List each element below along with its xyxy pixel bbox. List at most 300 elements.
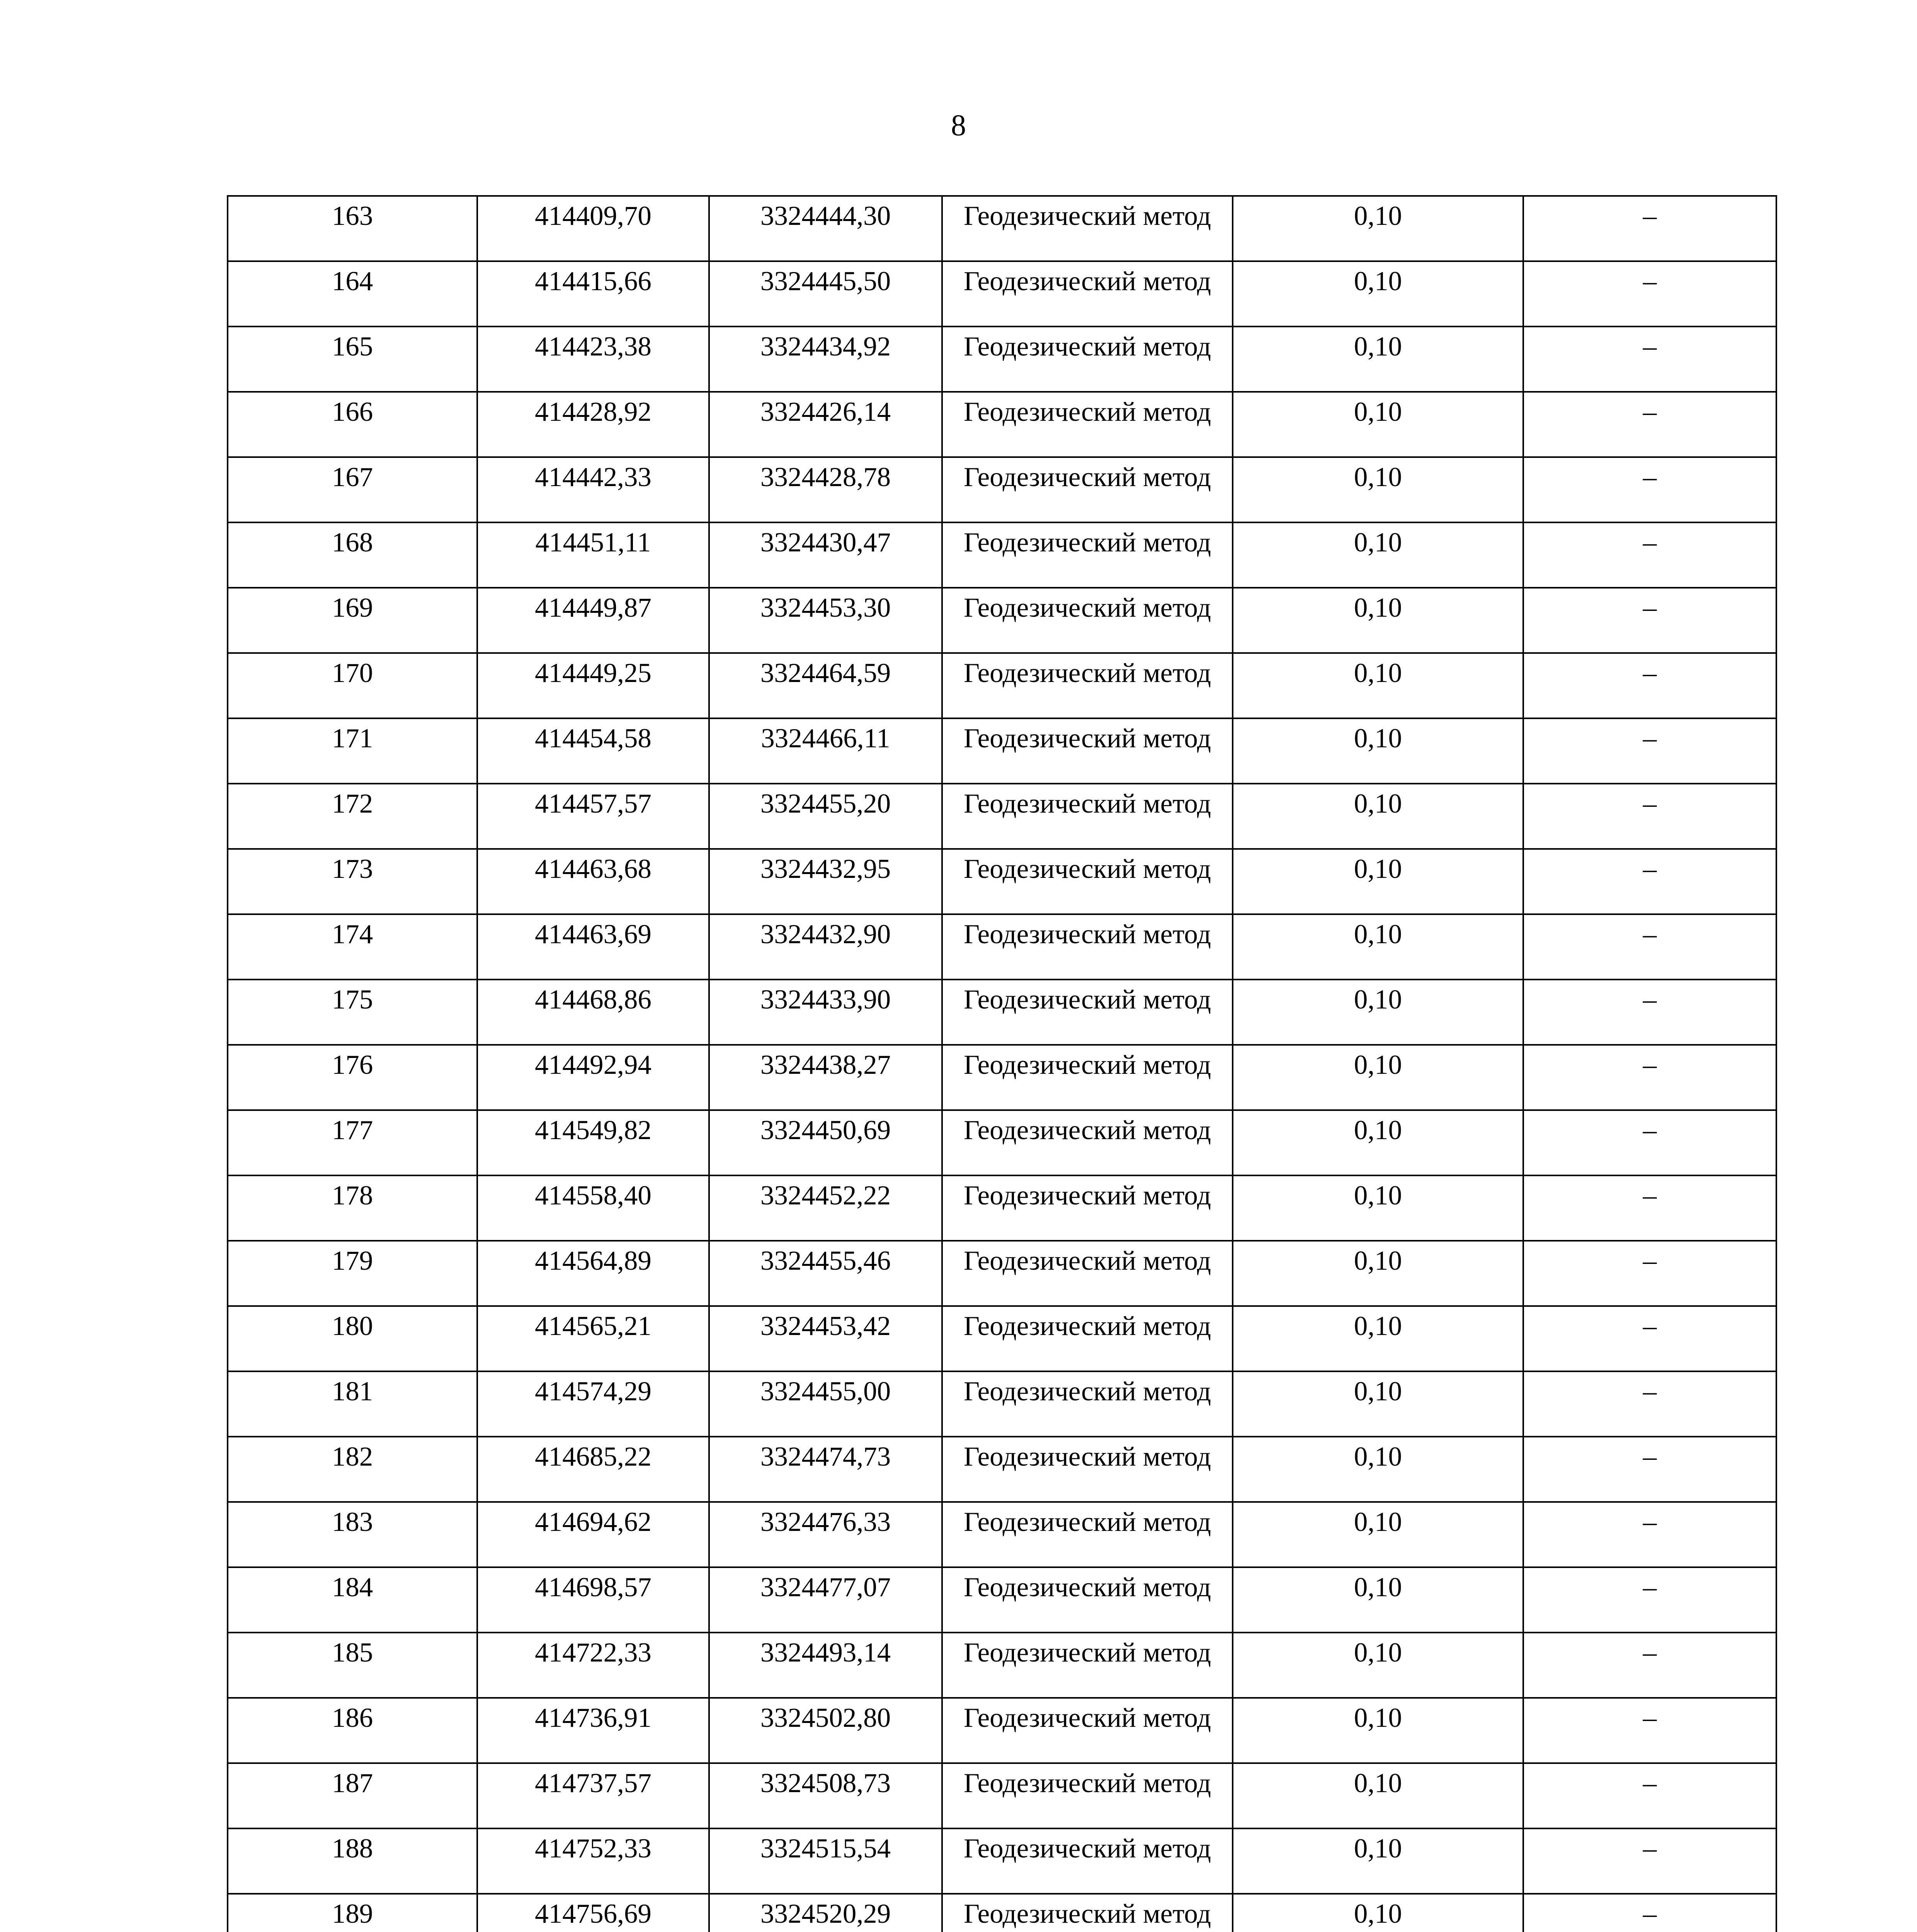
accuracy-cell-text: 0,10 [1354,1376,1402,1406]
y-coordinate-cell [709,980,942,1045]
page-number: 8 [951,108,966,142]
note-cell-text: – [1643,1442,1657,1472]
x-coordinate-cell-text: 414565,21 [535,1311,651,1341]
point-number-cell-text: 174 [332,919,373,949]
x-coordinate-cell [477,327,709,392]
method-cell-text: Геодезический метод [963,789,1211,819]
accuracy-cell-text: 0,10 [1354,919,1402,949]
y-coordinate-cell-text: 3324508,73 [760,1768,891,1798]
method-cell-text: Геодезический метод [963,201,1211,231]
note-cell-text: – [1643,397,1657,427]
method-cell [942,784,1233,849]
method-cell-text: Геодезический метод [963,1703,1211,1733]
method-cell-text: Геодезический метод [963,1833,1211,1864]
table-row [228,1437,1776,1502]
accuracy-cell-text: 0,10 [1354,1050,1402,1080]
y-coordinate-cell [709,914,942,980]
point-number-cell-text: 180 [332,1311,373,1341]
note-cell [1523,457,1776,522]
y-coordinate-cell-text: 3324444,30 [760,201,891,231]
accuracy-cell [1233,1567,1523,1633]
note-cell [1523,1241,1776,1306]
table-row [228,849,1776,914]
y-coordinate-cell-text: 3324450,69 [760,1115,891,1145]
x-coordinate-cell [477,718,709,784]
y-coordinate-cell [709,588,942,653]
table-row [228,1045,1776,1110]
note-cell [1523,1306,1776,1371]
method-cell [942,1175,1233,1241]
point-number-cell-text: 175 [332,985,373,1015]
y-coordinate-cell [709,1698,942,1763]
point-number-cell [228,522,477,588]
point-number-cell [228,718,477,784]
point-number-cell [228,784,477,849]
point-number-cell [228,1567,477,1633]
table-row [228,653,1776,718]
note-cell-text: – [1643,266,1657,296]
y-coordinate-cell-text: 3324430,47 [760,527,891,558]
x-coordinate-cell [477,784,709,849]
accuracy-cell-text: 0,10 [1354,1899,1402,1929]
point-number-cell [228,457,477,522]
method-cell [942,1110,1233,1175]
x-coordinate-cell [477,980,709,1045]
x-coordinate-cell-text: 414442,33 [535,462,651,492]
table-row [228,1828,1776,1894]
note-cell [1523,1763,1776,1828]
y-coordinate-cell [709,457,942,522]
x-coordinate-cell-text: 414574,29 [535,1376,651,1406]
note-cell-text: – [1643,1572,1657,1602]
note-cell [1523,784,1776,849]
y-coordinate-cell [709,1763,942,1828]
x-coordinate-cell-text: 414698,57 [535,1572,651,1602]
x-coordinate-cell-text: 414549,82 [535,1115,651,1145]
x-coordinate-cell-text: 414449,87 [535,593,651,623]
accuracy-cell-text: 0,10 [1354,1507,1402,1537]
point-number-cell-text: 167 [332,462,373,492]
note-cell [1523,1175,1776,1241]
table-row [228,1698,1776,1763]
x-coordinate-cell [477,588,709,653]
method-cell-text: Геодезический метод [963,1246,1211,1276]
accuracy-cell [1233,1175,1523,1241]
method-cell [942,1828,1233,1894]
point-number-cell-text: 164 [332,266,373,296]
x-coordinate-cell [477,914,709,980]
method-cell-text: Геодезический метод [963,1050,1211,1080]
table-row [228,1894,1776,1932]
method-cell-text: Геодезический метод [963,1572,1211,1602]
y-coordinate-cell [709,327,942,392]
y-coordinate-cell-text: 3324474,73 [760,1442,891,1472]
y-coordinate-cell [709,1567,942,1633]
x-coordinate-cell [477,849,709,914]
point-number-cell [228,1633,477,1698]
point-number-cell-text: 183 [332,1507,373,1537]
x-coordinate-cell-text: 414451,11 [535,527,651,558]
accuracy-cell [1233,1633,1523,1698]
x-coordinate-cell-text: 414415,66 [535,266,651,296]
point-number-cell-text: 172 [332,789,373,819]
note-cell-text: – [1643,723,1657,753]
method-cell-text: Геодезический метод [963,332,1211,362]
x-coordinate-cell-text: 414463,68 [535,854,651,884]
x-coordinate-cell-text: 414737,57 [535,1768,651,1798]
note-cell-text: – [1643,201,1657,231]
x-coordinate-cell-text: 414457,57 [535,789,651,819]
note-cell [1523,1502,1776,1567]
accuracy-cell [1233,718,1523,784]
note-cell [1523,1045,1776,1110]
x-coordinate-cell [477,1306,709,1371]
method-cell [942,1306,1233,1371]
accuracy-cell-text: 0,10 [1354,201,1402,231]
accuracy-cell-text: 0,10 [1354,462,1402,492]
note-cell [1523,980,1776,1045]
note-cell-text: – [1643,1899,1657,1929]
point-number-cell-text: 184 [332,1572,373,1602]
point-number-cell [228,1437,477,1502]
table-row [228,1241,1776,1306]
x-coordinate-cell-text: 414685,22 [535,1442,651,1472]
method-cell [942,914,1233,980]
y-coordinate-cell [709,784,942,849]
point-number-cell [228,1371,477,1437]
point-number-cell-text: 182 [332,1442,373,1472]
y-coordinate-cell-text: 3324476,33 [760,1507,891,1537]
accuracy-cell [1233,849,1523,914]
note-cell [1523,1371,1776,1437]
y-coordinate-cell-text: 3324453,42 [760,1311,891,1341]
point-number-cell-text: 179 [332,1246,373,1276]
accuracy-cell [1233,1437,1523,1502]
accuracy-cell [1233,1045,1523,1110]
point-number-cell-text: 169 [332,593,373,623]
note-cell-text: – [1643,658,1657,688]
point-number-cell-text: 189 [332,1899,373,1929]
x-coordinate-cell [477,1502,709,1567]
table-row [228,1371,1776,1437]
x-coordinate-cell-text: 414736,91 [535,1703,651,1733]
note-cell-text: – [1643,1180,1657,1211]
method-cell-text: Геодезический метод [963,658,1211,688]
method-cell [942,849,1233,914]
note-cell-text: – [1643,462,1657,492]
method-cell-text: Геодезический метод [963,1311,1211,1341]
x-coordinate-cell-text: 414722,33 [535,1638,651,1668]
accuracy-cell [1233,1894,1523,1932]
y-coordinate-cell-text: 3324445,50 [760,266,891,296]
y-coordinate-cell-text: 3324432,90 [760,919,891,949]
x-coordinate-cell [477,1633,709,1698]
method-cell-text: Геодезический метод [963,1180,1211,1211]
method-cell [942,522,1233,588]
method-cell-text: Геодезический метод [963,1507,1211,1537]
method-cell [942,653,1233,718]
method-cell-text: Геодезический метод [963,1768,1211,1798]
y-coordinate-cell [709,1241,942,1306]
note-cell-text: – [1643,1246,1657,1276]
point-number-cell [228,261,477,327]
method-cell [942,980,1233,1045]
accuracy-cell [1233,327,1523,392]
accuracy-cell-text: 0,10 [1354,985,1402,1015]
method-cell-text: Геодезический метод [963,1638,1211,1668]
x-coordinate-cell-text: 414454,58 [535,723,651,753]
point-number-cell-text: 173 [332,854,373,884]
accuracy-cell-text: 0,10 [1354,1768,1402,1798]
y-coordinate-cell-text: 3324433,90 [760,985,891,1015]
table-body [228,196,1776,1932]
point-number-cell [228,1175,477,1241]
point-number-cell [228,914,477,980]
y-coordinate-cell [709,1828,942,1894]
note-cell-text: – [1643,789,1657,819]
accuracy-cell-text: 0,10 [1354,723,1402,753]
method-cell [942,196,1233,261]
accuracy-cell-text: 0,10 [1354,527,1402,558]
method-cell [942,261,1233,327]
accuracy-cell-text: 0,10 [1354,789,1402,819]
y-coordinate-cell-text: 3324464,59 [760,658,891,688]
accuracy-cell-text: 0,10 [1354,1311,1402,1341]
accuracy-cell [1233,522,1523,588]
table-row [228,392,1776,457]
note-cell [1523,1567,1776,1633]
y-coordinate-cell [709,718,942,784]
x-coordinate-cell [477,196,709,261]
point-number-cell [228,196,477,261]
note-cell [1523,849,1776,914]
point-number-cell [228,653,477,718]
accuracy-cell [1233,784,1523,849]
x-coordinate-cell-text: 414558,40 [535,1180,651,1211]
accuracy-cell-text: 0,10 [1354,1572,1402,1602]
x-coordinate-cell-text: 414492,94 [535,1050,651,1080]
point-number-cell [228,1698,477,1763]
method-cell-text: Геодезический метод [963,266,1211,296]
y-coordinate-cell [709,1175,942,1241]
y-coordinate-cell [709,196,942,261]
method-cell-text: Геодезический метод [963,397,1211,427]
table-row [228,522,1776,588]
y-coordinate-cell-text: 3324426,14 [760,397,891,427]
note-cell-text: – [1643,1703,1657,1733]
table-row [228,327,1776,392]
note-cell-text: – [1643,1311,1657,1341]
point-number-cell-text: 178 [332,1180,373,1211]
note-cell-text: – [1643,527,1657,558]
table-row [228,1175,1776,1241]
method-cell-text: Геодезический метод [963,462,1211,492]
note-cell-text: – [1643,919,1657,949]
point-number-cell [228,1502,477,1567]
table-row [228,1567,1776,1633]
x-coordinate-cell-text: 414428,92 [535,397,651,427]
accuracy-cell-text: 0,10 [1354,1833,1402,1864]
note-cell [1523,1828,1776,1894]
y-coordinate-cell-text: 3324453,30 [760,593,891,623]
note-cell [1523,196,1776,261]
point-number-cell [228,1241,477,1306]
x-coordinate-cell [477,522,709,588]
point-number-cell [228,1763,477,1828]
accuracy-cell [1233,261,1523,327]
note-cell-text: – [1643,593,1657,623]
note-cell-text: – [1643,1050,1657,1080]
table-row [228,196,1776,261]
method-cell [942,457,1233,522]
note-cell-text: – [1643,1507,1657,1537]
point-number-cell [228,1110,477,1175]
y-coordinate-cell-text: 3324455,20 [760,789,891,819]
y-coordinate-cell-text: 3324502,80 [760,1703,891,1733]
method-cell [942,1371,1233,1437]
y-coordinate-cell [709,849,942,914]
note-cell-text: – [1643,854,1657,884]
y-coordinate-cell [709,1045,942,1110]
accuracy-cell-text: 0,10 [1354,1115,1402,1145]
note-cell [1523,1110,1776,1175]
note-cell [1523,522,1776,588]
y-coordinate-cell-text: 3324434,92 [760,332,891,362]
note-cell-text: – [1643,985,1657,1015]
x-coordinate-cell-text: 414463,69 [535,919,651,949]
method-cell-text: Геодезический метод [963,593,1211,623]
method-cell-text: Геодезический метод [963,1899,1211,1929]
x-coordinate-cell [477,457,709,522]
note-cell [1523,392,1776,457]
accuracy-cell [1233,1371,1523,1437]
accuracy-cell-text: 0,10 [1354,1180,1402,1211]
accuracy-cell [1233,980,1523,1045]
x-coordinate-cell [477,1110,709,1175]
note-cell [1523,1698,1776,1763]
table-row [228,914,1776,980]
y-coordinate-cell [709,1306,942,1371]
note-cell-text: – [1643,1638,1657,1668]
point-number-cell-text: 165 [332,332,373,362]
y-coordinate-cell-text: 3324438,27 [760,1050,891,1080]
method-cell-text: Геодезический метод [963,1376,1211,1406]
note-cell-text: – [1643,1376,1657,1406]
accuracy-cell [1233,1828,1523,1894]
accuracy-cell [1233,1110,1523,1175]
method-cell [942,588,1233,653]
y-coordinate-cell [709,261,942,327]
accuracy-cell-text: 0,10 [1354,1638,1402,1668]
y-coordinate-cell-text: 3324432,95 [760,854,891,884]
x-coordinate-cell-text: 414409,70 [535,201,651,231]
point-number-cell-text: 170 [332,658,373,688]
table-row [228,784,1776,849]
accuracy-cell [1233,1306,1523,1371]
point-number-cell [228,588,477,653]
y-coordinate-cell [709,522,942,588]
x-coordinate-cell [477,1045,709,1110]
method-cell [942,1241,1233,1306]
accuracy-cell-text: 0,10 [1354,332,1402,362]
accuracy-cell [1233,1698,1523,1763]
accuracy-cell-text: 0,10 [1354,1703,1402,1733]
y-coordinate-cell-text: 3324477,07 [760,1572,891,1602]
x-coordinate-cell [477,1371,709,1437]
y-coordinate-cell [709,653,942,718]
point-number-cell-text: 176 [332,1050,373,1080]
point-number-cell-text: 185 [332,1638,373,1668]
method-cell [942,1045,1233,1110]
accuracy-cell-text: 0,10 [1354,854,1402,884]
point-number-cell-text: 177 [332,1115,373,1145]
accuracy-cell [1233,1502,1523,1567]
x-coordinate-cell [477,1437,709,1502]
point-number-cell [228,1828,477,1894]
x-coordinate-cell [477,1828,709,1894]
y-coordinate-cell-text: 3324520,29 [760,1899,891,1929]
x-coordinate-cell-text: 414564,89 [535,1246,651,1276]
x-coordinate-cell-text: 414752,33 [535,1833,651,1864]
accuracy-cell-text: 0,10 [1354,1442,1402,1472]
y-coordinate-cell-text: 3324455,46 [760,1246,891,1276]
x-coordinate-cell-text: 414423,38 [535,332,651,362]
note-cell [1523,327,1776,392]
table-row [228,718,1776,784]
y-coordinate-cell [709,392,942,457]
accuracy-cell [1233,392,1523,457]
note-cell [1523,1894,1776,1932]
y-coordinate-cell-text: 3324466,11 [761,723,890,753]
accuracy-cell [1233,457,1523,522]
note-cell-text: – [1643,1833,1657,1864]
y-coordinate-cell-text: 3324455,00 [760,1376,891,1406]
accuracy-cell-text: 0,10 [1354,266,1402,296]
point-number-cell [228,327,477,392]
note-cell [1523,718,1776,784]
x-coordinate-cell-text: 414756,69 [535,1899,651,1929]
y-coordinate-cell-text: 3324493,14 [760,1638,891,1668]
table-row [228,1110,1776,1175]
point-number-cell-text: 187 [332,1768,373,1798]
accuracy-cell [1233,588,1523,653]
accuracy-cell-text: 0,10 [1354,397,1402,427]
table-row [228,1633,1776,1698]
y-coordinate-cell [709,1110,942,1175]
x-coordinate-cell [477,1175,709,1241]
x-coordinate-cell [477,392,709,457]
method-cell [942,1894,1233,1932]
table-row [228,980,1776,1045]
y-coordinate-cell [709,1502,942,1567]
point-number-cell-text: 168 [332,527,373,558]
x-coordinate-cell [477,1763,709,1828]
method-cell [942,392,1233,457]
table-row [228,457,1776,522]
method-cell-text: Геодезический метод [963,527,1211,558]
y-coordinate-cell-text: 3324515,54 [760,1833,891,1864]
x-coordinate-cell [477,1698,709,1763]
method-cell [942,1567,1233,1633]
point-number-cell-text: 181 [332,1376,373,1406]
note-cell [1523,1437,1776,1502]
coordinates-table [227,195,1777,1932]
method-cell-text: Геодезический метод [963,723,1211,753]
x-coordinate-cell [477,1241,709,1306]
method-cell [942,1502,1233,1567]
point-number-cell-text: 188 [332,1833,373,1864]
point-number-cell [228,1306,477,1371]
